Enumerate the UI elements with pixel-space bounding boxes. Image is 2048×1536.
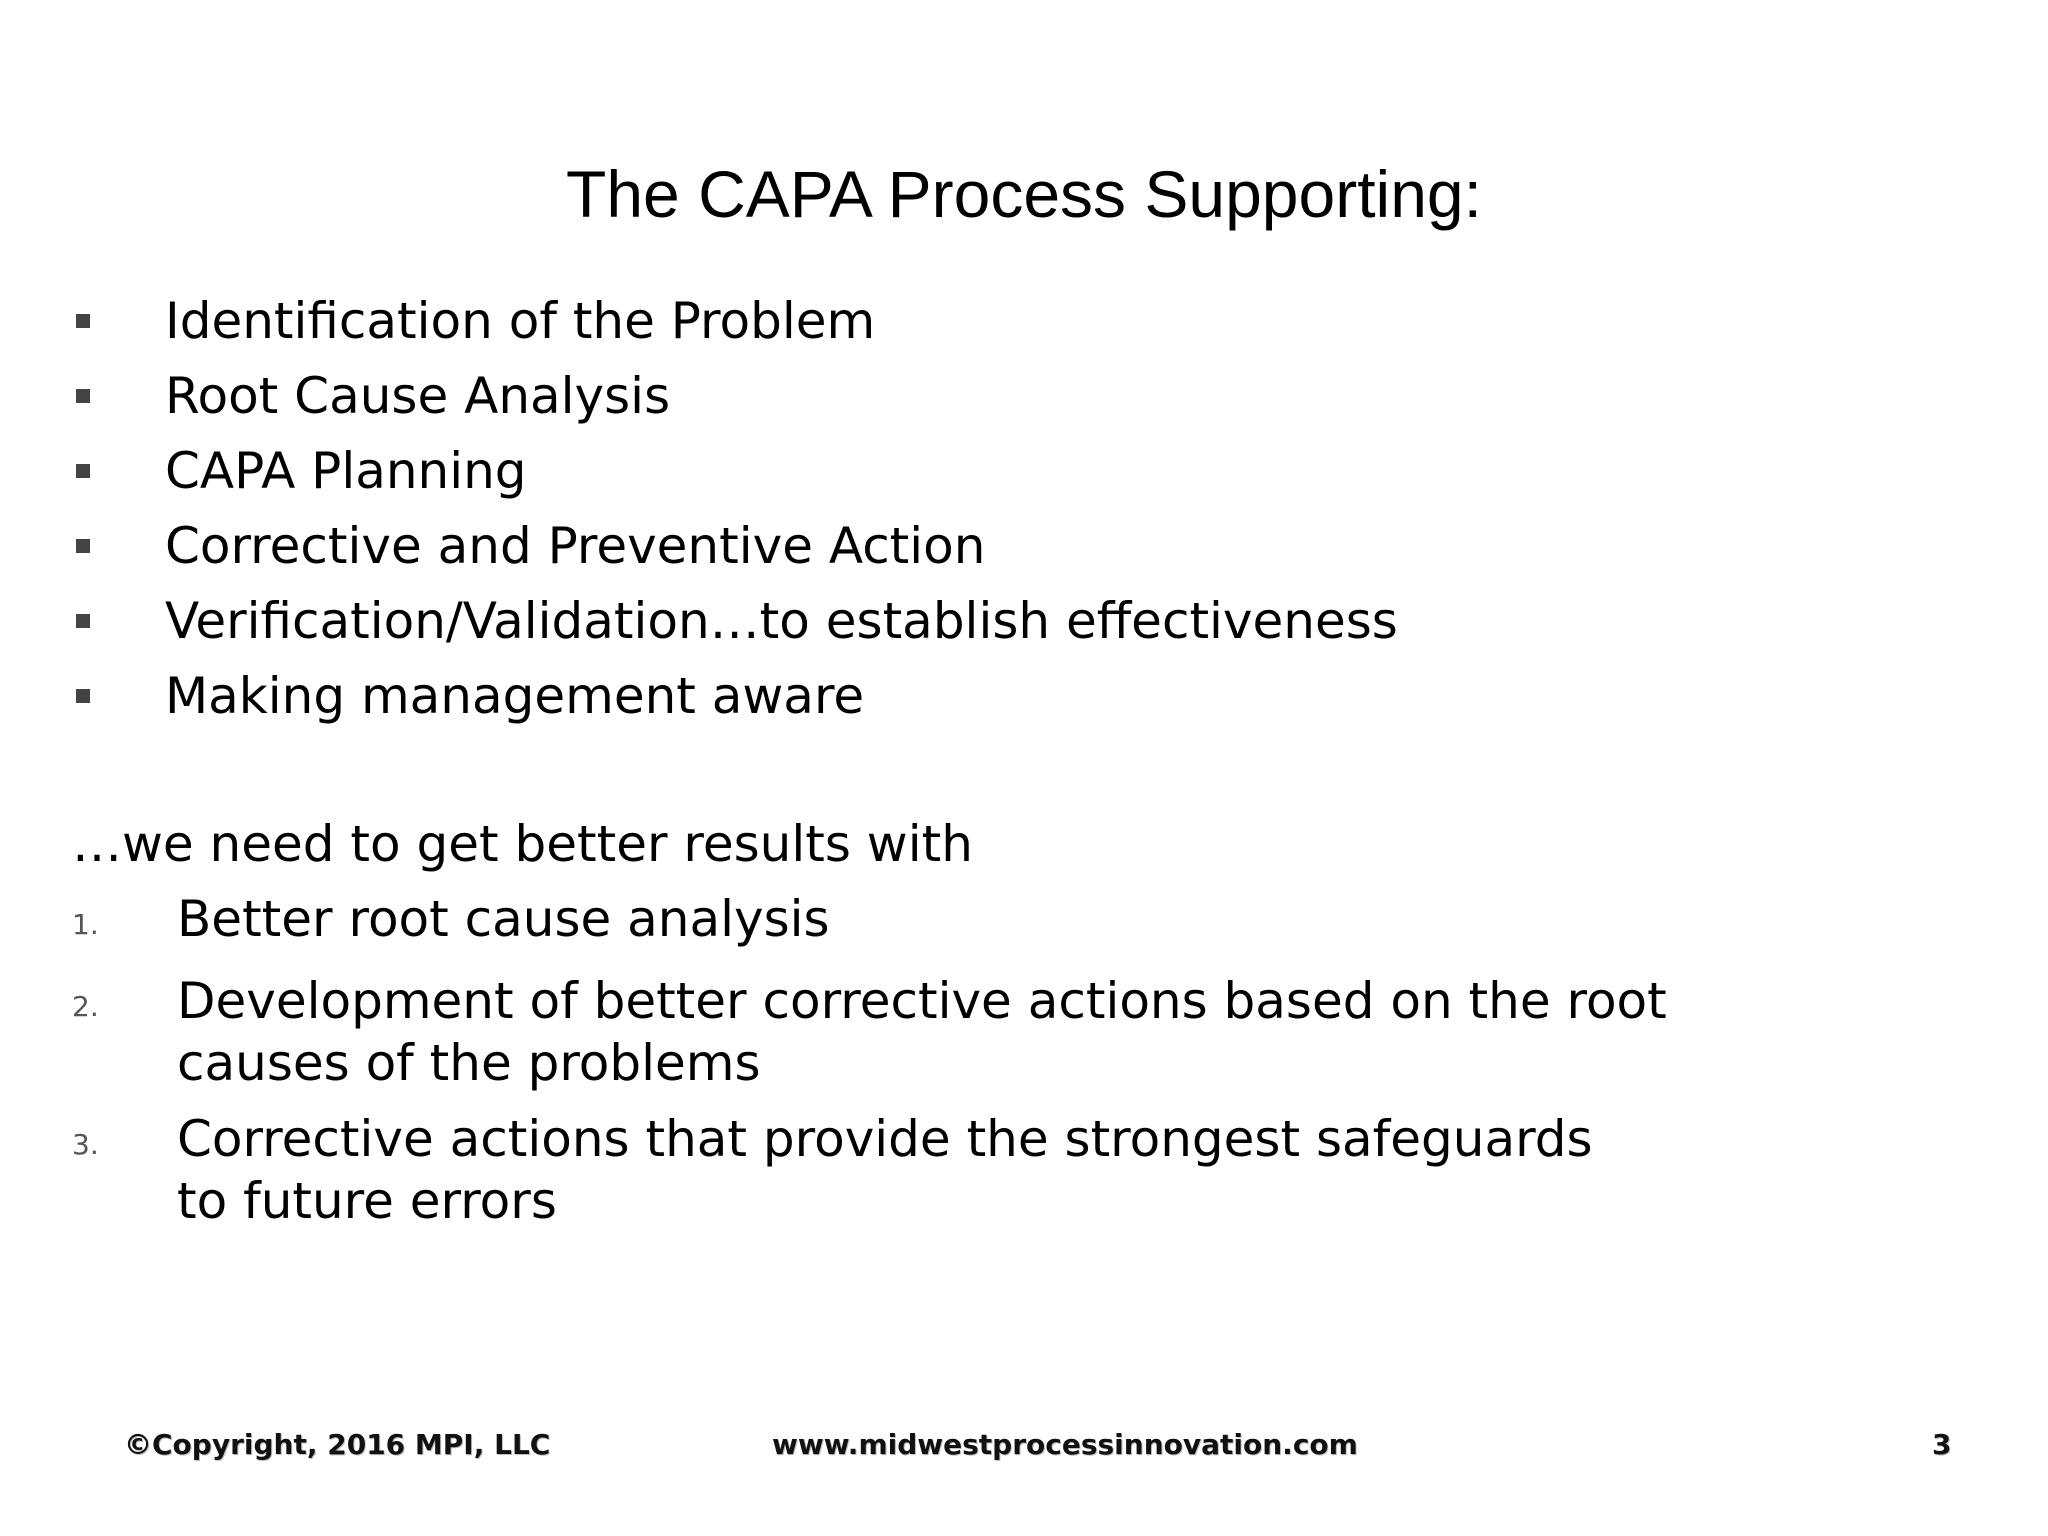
bullet-list — [72, 283, 1398, 733]
square-bullet-icon — [76, 464, 90, 478]
bullet-item — [72, 358, 1398, 433]
bullet-item — [72, 658, 1398, 733]
bullet-text: Corrective and Preventive Action — [165, 516, 986, 575]
intro-text: …we need to get better results with — [72, 815, 973, 873]
item-number: 3. — [72, 1128, 99, 1161]
numbered-item — [72, 1108, 1877, 1232]
item-number: 1. — [72, 908, 99, 941]
bullet-text: Identification of the Problem — [165, 291, 876, 350]
page-number: 3 — [1932, 1428, 1952, 1461]
bullet-text: Root Cause Analysis — [165, 366, 671, 425]
bullet-item — [72, 508, 1398, 583]
item-text: Development of better corrective actions based on the root causes of the problems — [177, 972, 1667, 1092]
item-number: 2. — [72, 990, 99, 1023]
numbered-item — [72, 888, 1877, 956]
square-bullet-icon — [76, 689, 90, 703]
bullet-text: Making management aware — [165, 666, 865, 725]
footer-website: www.midwestprocessinnovation.com — [772, 1428, 1358, 1461]
numbered-item — [72, 970, 1877, 1094]
square-bullet-icon — [76, 314, 90, 328]
footer-copyright: ©Copyright, 2016 MPI, LLC — [124, 1428, 551, 1461]
item-text: Better root cause analysis — [177, 890, 830, 948]
item-text: Corrective actions that provide the strongest safeguards to future errors — [177, 1110, 1593, 1230]
square-bullet-icon — [76, 614, 90, 628]
square-bullet-icon — [76, 389, 90, 403]
slide-title: The CAPA Process Supporting: — [566, 157, 1482, 231]
bullet-text: Verification/Validation…to establish effectiveness — [165, 591, 1398, 650]
bullet-text: CAPA Planning — [165, 441, 527, 500]
bullet-item — [72, 283, 1398, 358]
numbered-list — [72, 888, 1877, 1246]
square-bullet-icon — [76, 539, 90, 553]
bullet-item — [72, 433, 1398, 508]
bullet-item — [72, 583, 1398, 658]
